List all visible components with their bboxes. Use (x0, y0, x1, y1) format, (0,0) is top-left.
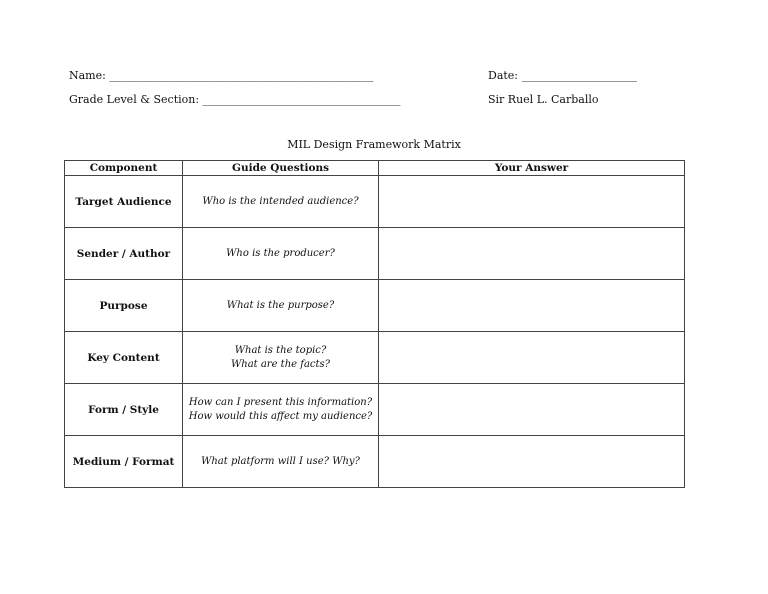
guide-question: How can I present this information? (188, 396, 373, 408)
table-row (65, 228, 685, 280)
guide-question: What are the facts? (230, 358, 331, 370)
answer-cell[interactable] (379, 436, 685, 488)
component-cell: Medium / Format (65, 436, 183, 488)
date-field[interactable]: Date: _____________________ (488, 69, 638, 82)
component-cell: Target Audience (65, 176, 183, 228)
table-row (65, 280, 685, 332)
table-row (65, 384, 685, 436)
guide-question: How would this affect my audience? (188, 410, 373, 422)
grade-section-field[interactable]: Grade Level & Section: ____________________________________ (69, 93, 401, 106)
guide-question: What is the topic? (234, 344, 327, 356)
guide-question-cell (183, 176, 379, 228)
answer-cell[interactable] (379, 280, 685, 332)
name-field[interactable]: Name: ________________________________________________ (69, 69, 374, 82)
answer-cell[interactable] (379, 228, 685, 280)
table-row (65, 332, 685, 384)
teacher-name: Sir Ruel L. Carballo (488, 93, 599, 106)
component-cell: Purpose (65, 280, 183, 332)
design-framework-matrix (64, 160, 685, 488)
guide-question-cell (183, 332, 379, 384)
column-header-your-answer: Your Answer (379, 161, 685, 176)
component-cell: Key Content (65, 332, 183, 384)
column-header-guide-questions: Guide Questions (183, 161, 379, 176)
guide-question: What platform will I use? Why? (201, 455, 360, 467)
guide-question-cell (183, 384, 379, 436)
guide-question-cell (183, 228, 379, 280)
table-header-row (65, 161, 685, 176)
answer-cell[interactable] (379, 332, 685, 384)
table-row (65, 436, 685, 488)
guide-question: What is the purpose? (226, 299, 335, 311)
guide-question: Who is the producer? (226, 247, 335, 259)
answer-cell[interactable] (379, 384, 685, 436)
guide-question: Who is the intended audience? (202, 195, 359, 207)
component-cell: Form / Style (65, 384, 183, 436)
table-row (65, 176, 685, 228)
answer-cell[interactable] (379, 176, 685, 228)
guide-question-cell (183, 280, 379, 332)
component-cell: Sender / Author (65, 228, 183, 280)
column-header-component: Component (65, 161, 183, 176)
guide-question-cell (183, 436, 379, 488)
matrix-title: MIL Design Framework Matrix (287, 138, 461, 151)
